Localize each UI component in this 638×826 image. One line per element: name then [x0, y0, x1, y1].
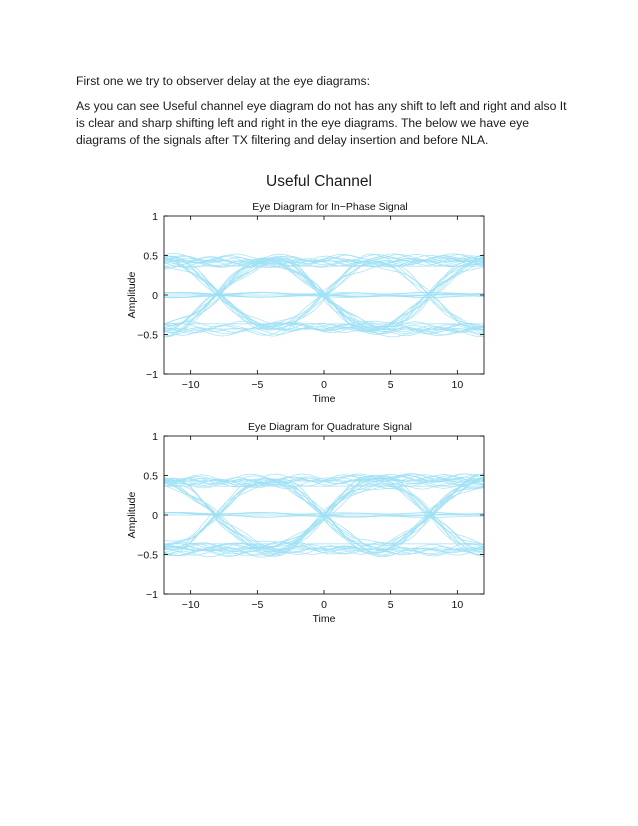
y-tick-label: −1: [146, 589, 158, 601]
x-axis-label: Time: [312, 613, 336, 625]
y-tick-label: 0.5: [143, 470, 158, 483]
y-axis-label: Amplitude: [126, 271, 138, 319]
x-tick-label: 5: [387, 599, 394, 611]
section-heading: [0, 173, 638, 191]
y-tick-label: 0: [152, 290, 158, 302]
y-tick-label: −0.5: [137, 549, 158, 562]
x-tick-label: −10: [181, 599, 200, 611]
eye-diagram-quadrature: [0, 416, 638, 636]
y-tick-label: 1: [152, 211, 158, 223]
y-tick-label: 0.5: [143, 250, 158, 263]
chart-title: Eye Diagram for In−Phase Signal: [252, 201, 408, 213]
x-tick-label: 0: [321, 599, 327, 611]
x-tick-label: −5: [251, 599, 264, 611]
x-tick-label: 0: [321, 379, 327, 391]
y-tick-label: 1: [152, 431, 158, 443]
y-tick-label: 0: [152, 510, 158, 522]
x-tick-label: −10: [181, 379, 200, 391]
x-tick-label: 10: [451, 599, 464, 611]
x-tick-label: 10: [451, 379, 464, 391]
x-tick-label: −5: [251, 379, 264, 391]
chart-title: Eye Diagram for Quadrature Signal: [248, 421, 412, 433]
x-tick-label: 5: [387, 379, 394, 391]
section-heading-text: Useful Channel: [266, 173, 372, 190]
description-paragraph: As you can see Useful channel eye diagram do not has any shift to left and right and also It is clear and sharp shifting left and right in the eye diagrams. The below we have eye diagrams of the signals after TX filtering and delay insertion and before NLA.: [76, 99, 567, 147]
y-tick-label: −0.5: [137, 329, 158, 342]
x-axis-label: Time: [312, 393, 336, 405]
y-axis-label: Amplitude: [126, 491, 138, 539]
y-tick-label: −1: [146, 369, 158, 381]
eye-diagram-in-phase: [0, 196, 638, 416]
intro-paragraph: First one we try to observer delay at the eye diagrams:: [76, 74, 370, 88]
